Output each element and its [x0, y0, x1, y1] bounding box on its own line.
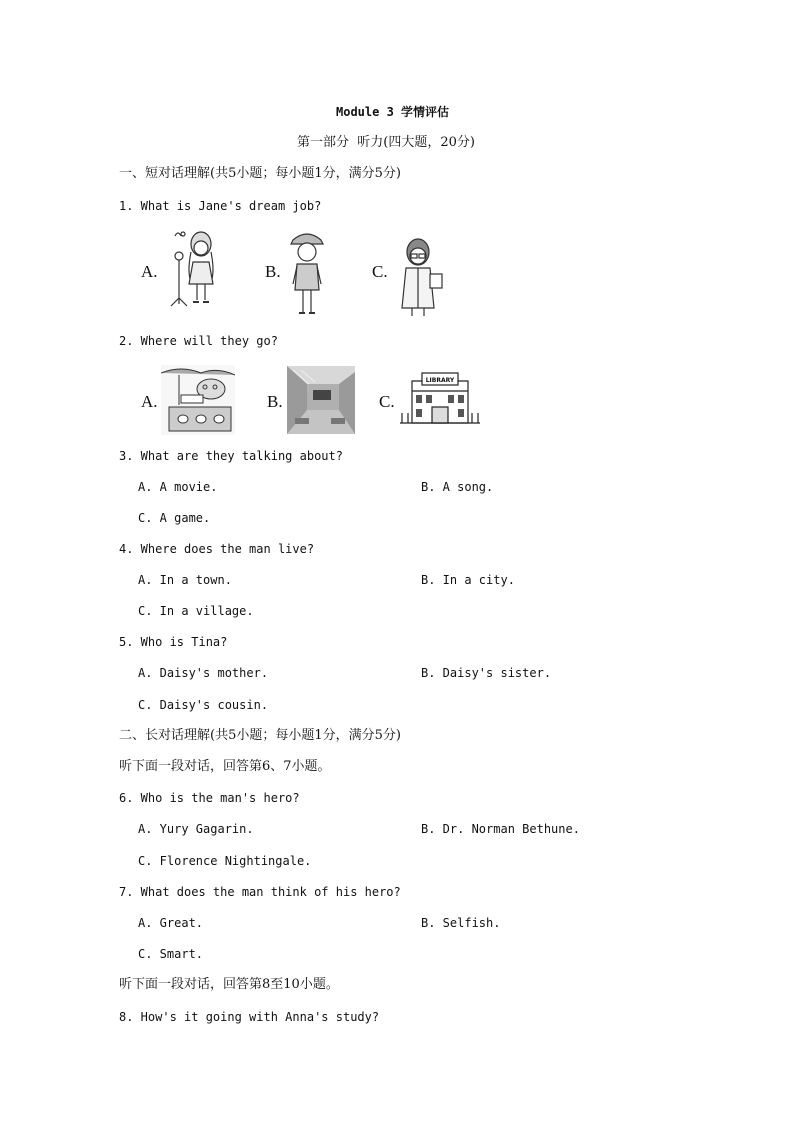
section1-heading: 一、短对话理解(共5小题；每小题1分，满分5分)	[119, 166, 401, 181]
person-in-cap-image	[285, 228, 331, 316]
q5-option-c[interactable]: C. Daisy's cousin.	[138, 698, 269, 712]
q3-option-a[interactable]: A. A movie.	[138, 480, 218, 494]
q4-option-a[interactable]: A. In a town.	[138, 573, 232, 587]
question-2-stem: 2. Where will they go?	[119, 334, 278, 348]
question-4-stem: 4. Where does the man live?	[119, 542, 315, 556]
doctor-image	[396, 236, 446, 318]
singer-image	[163, 226, 223, 308]
part-heading: 第一部分 听力(四大题，20分)	[297, 135, 475, 150]
q1-option-b-label[interactable]: B.	[265, 262, 281, 281]
library-image	[400, 371, 480, 429]
question-5-stem: 5. Who is Tina?	[119, 635, 228, 649]
q6-option-c[interactable]: C. Florence Nightingale.	[138, 854, 312, 868]
question-8-stem: 8. How's it going with Anna's study?	[119, 1010, 380, 1024]
q1-option-a-label[interactable]: A.	[141, 262, 158, 281]
q1-option-c-label[interactable]: C.	[372, 262, 388, 281]
classroom-image	[287, 366, 355, 434]
question-1-stem: 1. What is Jane's dream job?	[119, 199, 322, 213]
q2-option-a-label[interactable]: A.	[141, 392, 158, 411]
question-3-stem: 3. What are they talking about?	[119, 449, 343, 463]
q7-option-c[interactable]: C. Smart.	[138, 947, 204, 961]
library-sign-text: LIBRARY	[425, 377, 455, 384]
q5-option-b[interactable]: B. Daisy's sister.	[421, 666, 552, 680]
q4-option-c[interactable]: C. In a village.	[138, 604, 254, 618]
q3-option-b[interactable]: B. A song.	[421, 480, 494, 494]
page-title: Module 3 学情评估	[336, 105, 450, 119]
section2-instruction-2: 听下面一段对话，回答第8至10小题。	[119, 977, 339, 992]
q6-option-a[interactable]: A. Yury Gagarin.	[138, 822, 254, 836]
question-7-stem: 7. What does the man think of his hero?	[119, 885, 401, 899]
section2-heading: 二、长对话理解(共5小题；每小题1分，满分5分)	[119, 728, 401, 743]
section2-instruction-1: 听下面一段对话，回答第6、7小题。	[119, 759, 331, 774]
zoo-park-image	[161, 365, 235, 435]
q7-option-a[interactable]: A. Great.	[138, 916, 204, 930]
question-6-stem: 6. Who is the man's hero?	[119, 791, 300, 805]
q5-option-a[interactable]: A. Daisy's mother.	[138, 666, 269, 680]
q6-option-b[interactable]: B. Dr. Norman Bethune.	[421, 822, 580, 836]
q2-option-b-label[interactable]: B.	[267, 392, 283, 411]
q4-option-b[interactable]: B. In a city.	[421, 573, 515, 587]
q3-option-c[interactable]: C. A game.	[138, 511, 211, 525]
q7-option-b[interactable]: B. Selfish.	[421, 916, 501, 930]
q2-option-c-label[interactable]: C.	[379, 392, 395, 411]
